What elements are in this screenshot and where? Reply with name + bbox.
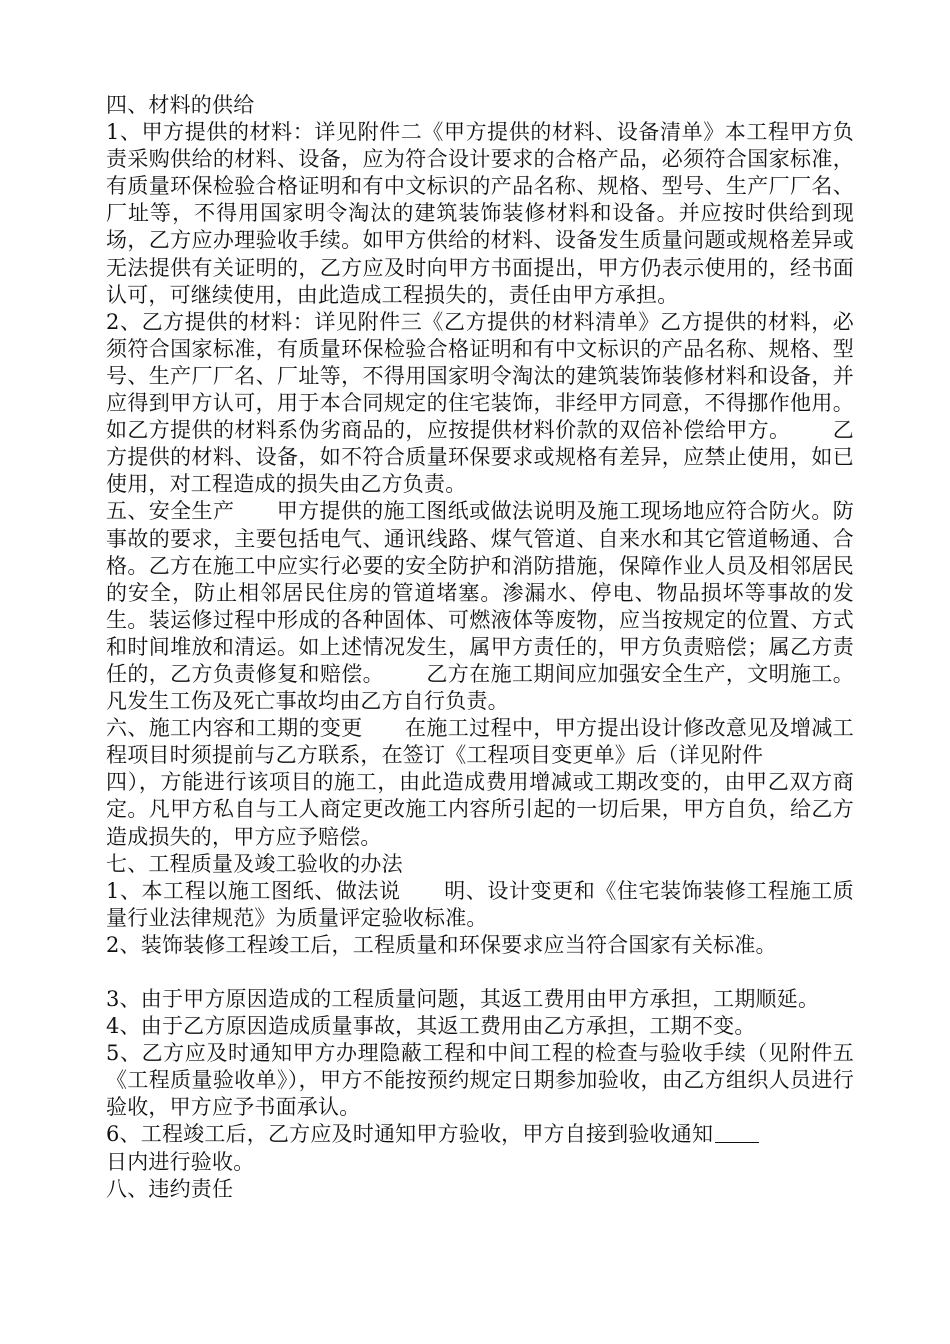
clause-party-b-materials: 2、乙方提供的材料：详见附件三《乙方提供的材料清单》乙方提供的材料，必须符合国家标准，有质量环保检验合格证明和有中文标识的产品名称、规格、型号、生产厂厂名、厂址等，不得用国家明令淘汰的建筑装饰装修材料和设备，并应得到甲方认可，用于本合同规定的住宅装饰，非经甲方同意，不得挪作他用。如乙方提供的材料系伪劣商品的，应按提供材料价款的双倍补偿给甲方。 乙方提供的材料、设备，如不符合质量环保要求或规格有差异，应禁止使用，如已使用，对工程造成的损失由乙方负责。 (106, 309, 854, 497)
clause-completion-standard: 2、装饰装修工程竣工后，工程质量和环保要求应当符合国家有关标准。 (106, 932, 777, 957)
clause-completion-days: 日内进行验收。 (106, 1149, 255, 1174)
clause-quality-standard: 1、本工程以施工图纸、做法说 明、设计变更和《住宅装饰装修工程施工质量行业法律规范》为质量评定验收标准。 (106, 878, 854, 930)
clause-party-b-fault: 4、由于乙方原因造成质量事故，其返工费用由乙方承担，工期不变。 (106, 1014, 756, 1039)
blank-line (106, 959, 854, 986)
document-body (106, 92, 854, 1203)
section-changes-body: 四），方能进行该项目的施工，由此造成费用增减或工期改变的，由甲乙双方商定。凡甲方私自与工人商定更改施工内容所引起的一切后果，甲方自负，给乙方造成损失的，甲方应予赔偿。 (106, 770, 854, 849)
clause-completion-notice (106, 1121, 854, 1148)
clause-party-a-fault: 3、由于甲方原因造成的工程质量问题，其返工费用由甲方承担，工期顺延。 (106, 987, 820, 1011)
completion-notice-text: 6、工程竣工后，乙方应及时通知甲方验收，甲方自接到验收通知 (106, 1122, 714, 1147)
clause-party-a-materials: 1、甲方提供的材料：详见附件二《甲方提供的材料、设备清单》本工程甲方负责采购供给的材料、设备，应为符合设计要求的合格产品，必须符合国家标准，有质量环保检验合格证明和有中文标识的产品名称、规格、型号、生产厂厂名、厂址等，不得用国家明令淘汰的建筑装饰装修材料和设备。并应按时供给到现场，乙方应办理验收手续。如甲方供给的材料、设备发生质量问题或规格差异或无法提供有关证明的，乙方应及时向甲方书面提出，甲方仍表示使用的，经书面认可，可继续使用，由此造成工程损失的，责任由甲方承担。 (106, 120, 854, 307)
clause-hidden-works-inspection: 5、乙方应及时通知甲方办理隐蔽工程和中间工程的检查与验收手续（见附件五《工程质量验收单》），甲方不能按预约规定日期参加验收，由乙方组织人员进行验收，甲方应予书面承认。 (106, 1041, 854, 1120)
section-heading-materials: 四、材料的供给 (106, 93, 255, 117)
section-heading-liability: 八、违约责任 (106, 1176, 234, 1201)
section-changes-heading: 六、施工内容和工期的变更 在施工过程中，甲方提出设计修改意见及增减工程项目时须提前与乙方联系，在签订《工程项目变更单》后（详见附件 (106, 716, 854, 768)
section-heading-quality-acceptance: 七、工程质量及竣工验收的办法 (106, 851, 403, 876)
section-safety-production: 五、安全生产 甲方提供的施工图纸或做法说明及施工现场地应符合防火。防事故的要求，主要包括电气、通讯线路、煤气管道、自来水和其它管道畅通、合格。乙方在施工中应实行必要的安全防护和消防措施，保障作业人员及相邻居民的安全，防止相邻居民住房的管道堵塞。渗漏水、停电、物品损坏等事故的发生。装运修过程中形成的各种固体、可燃液体等废物，应当按规定的位置、方式和时间堆放和清运。如上述情况发生，属甲方责任的，甲方负责赔偿；属乙方责任的，乙方负责修复和赔偿。 乙方在施工期间应加强安全生产，文明施工。凡发生工伤及死亡事故均由乙方自行负责。 (106, 499, 854, 714)
days-blank-field (715, 1122, 759, 1143)
